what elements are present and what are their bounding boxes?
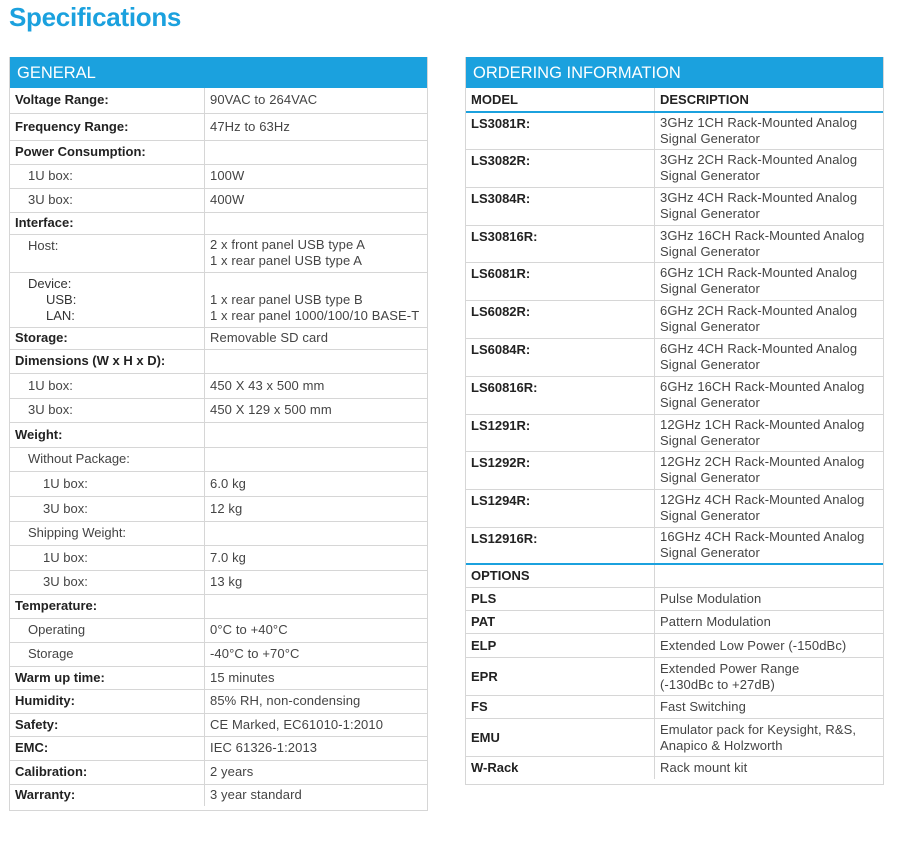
desc-line: 12GHz 1CH Rack-Mounted Analog [660,416,865,432]
desc-line: Signal Generator [660,545,760,561]
table-row [10,784,427,806]
table-row [466,634,883,658]
desc-line: Signal Generator [660,508,760,523]
spec-label: Safety: [10,713,205,736]
table-row [10,212,427,234]
spec-value [205,234,428,272]
spec-value: 450 X 43 x 500 mm [205,373,428,398]
desc-line: 3GHz 1CH Rack-Mounted Analog [660,114,858,130]
option-description: Fast Switching [655,696,884,719]
spec-label: Calibration: [10,760,205,784]
table-row [466,187,883,225]
desc-line: Emulator pack for Keysight, R&S, [660,721,857,737]
table-row [10,689,427,713]
table-row [10,272,427,327]
table-row [466,414,883,451]
table-row [466,300,883,338]
spec-value: 12 kg [205,496,428,521]
desc-line: 6GHz 1CH Rack-Mounted Analog [660,265,858,280]
spec-label: 3U box: [10,398,205,422]
model-description [655,414,884,451]
ordering-header: ORDERING INFORMATION [466,57,883,88]
model-description [655,527,884,564]
table-row [10,496,427,521]
spec-label: 3U box: [10,188,205,212]
desc-line: 16GHz 4CH Rack-Mounted Analog [660,529,865,545]
spec-value-line: 1 x rear panel USB type B [210,291,363,307]
spec-value: IEC 61326-1:2013 [205,736,428,760]
desc-line: Anapico & Holzworth [660,737,783,753]
desc-line: 12GHz 2CH Rack-Mounted Analog [660,454,865,469]
column-header-model: MODEL [466,88,655,112]
model-code: LS1294R: [466,489,655,527]
column-header-row [466,88,883,112]
table-row [10,736,427,760]
spec-label: EMC: [10,736,205,760]
desc-line: 12GHz 4CH Rack-Mounted Analog [660,492,865,507]
general-panel [9,57,428,811]
spec-label: 1U box: [10,164,205,188]
option-code: EPR [466,658,655,696]
table-row [10,234,427,272]
table-row [466,588,883,611]
spec-value: 7.0 kg [205,545,428,570]
model-code: LS60816R: [466,376,655,414]
spec-label: Frequency Range: [10,113,205,140]
desc-line: (-130dBc to +27dB) [660,676,775,692]
spec-value: 15 minutes [205,666,428,689]
spec-value-line: 2 x front panel USB type A [210,237,366,252]
option-description [655,719,884,757]
options-header-row [466,564,883,588]
table-row [466,489,883,527]
spec-label: Weight: [10,422,205,447]
spec-label: Warm up time: [10,666,205,689]
spec-value: 6.0 kg [205,471,428,496]
table-row [10,521,427,545]
model-description [655,112,884,149]
spec-value: 100W [205,164,428,188]
model-description [655,489,884,527]
spec-value [205,212,428,234]
option-description: Pattern Modulation [655,611,884,634]
spec-label-line: LAN: [46,307,75,323]
desc-line: 6GHz 16CH Rack-Mounted Analog [660,379,865,394]
spec-value: 47Hz to 63Hz [205,113,428,140]
spec-value: 400W [205,188,428,212]
model-description [655,262,884,300]
table-row [466,338,883,376]
option-code: FS [466,696,655,719]
spec-value: 13 kg [205,570,428,594]
model-description [655,376,884,414]
desc-line: Signal Generator [660,395,760,410]
table-row [466,527,883,564]
table-row [10,545,427,570]
table-row [466,376,883,414]
spec-value: -40°C to +70°C [205,642,428,666]
model-code: LS6084R: [466,338,655,376]
general-table [10,88,427,806]
spec-value: 0°C to +40°C [205,618,428,642]
table-row [466,112,883,149]
table-row [466,719,883,757]
table-row [466,451,883,489]
option-description: Extended Low Power (-150dBc) [655,634,884,658]
options-header-blank [655,564,884,588]
spec-label: Storage [10,642,205,666]
spec-label [10,272,205,327]
table-row [466,696,883,719]
desc-line: Extended Power Range [660,660,800,676]
general-header: GENERAL [10,57,427,88]
spec-value: 450 X 129 x 500 mm [205,398,428,422]
spec-value [205,349,428,373]
table-row [10,88,427,113]
table-row [466,149,883,187]
model-code: LS12916R: [466,527,655,564]
desc-line: Signal Generator [660,357,760,372]
column-header-description: DESCRIPTION [655,88,884,112]
spec-label-line: USB: [46,291,77,307]
spec-value-line: 1 x rear panel USB type A [210,253,363,268]
spec-label: 1U box: [10,471,205,496]
table-row [10,594,427,618]
table-row [10,349,427,373]
model-code: LS6082R: [466,300,655,338]
spec-label: Without Package: [10,447,205,471]
model-code: LS3084R: [466,187,655,225]
ordering-panel [465,57,884,785]
model-code: LS3081R: [466,112,655,149]
option-code: EMU [466,719,655,757]
spec-label-line: Device: [28,275,72,291]
table-row [10,570,427,594]
table-row [10,642,427,666]
spec-value: 2 years [205,760,428,784]
model-code: LS6081R: [466,262,655,300]
spec-value [205,422,428,447]
option-code: PLS [466,588,655,611]
spec-label: Interface: [10,212,205,234]
spec-label: 1U box: [10,545,205,570]
option-description [655,658,884,696]
options-header: OPTIONS [466,564,655,588]
ordering-table [466,88,883,779]
desc-line: Signal Generator [660,168,760,183]
option-code: W-Rack [466,757,655,779]
spec-value: 85% RH, non-condensing [205,689,428,713]
desc-line: Signal Generator [660,206,760,221]
spec-value: Removable SD card [205,327,428,349]
table-row [466,658,883,696]
option-description: Pulse Modulation [655,588,884,611]
model-code: LS3082R: [466,149,655,187]
spec-label: Power Consumption: [10,140,205,164]
spec-value [205,521,428,545]
spec-value-line: 1 x rear panel 1000/100/10 BASE-T [210,307,420,323]
option-code: PAT [466,611,655,634]
option-description: Rack mount kit [660,759,748,775]
table-row [466,225,883,262]
desc-line: 6GHz 2CH Rack-Mounted Analog [660,303,858,318]
table-row [10,471,427,496]
table-row [10,327,427,349]
model-description [655,149,884,187]
table-row [10,373,427,398]
spec-value: 90VAC to 264VAC [205,88,428,113]
model-description [655,300,884,338]
page-title: Specifications [9,2,182,32]
table-row [10,713,427,736]
table-row [10,666,427,689]
table-row [466,611,883,634]
desc-line: Signal Generator [660,281,760,296]
spec-label: Temperature: [10,594,205,618]
desc-line: 3GHz 4CH Rack-Mounted Analog [660,190,858,205]
model-code: LS30816R: [466,225,655,262]
spec-label: Dimensions (W x H x D): [10,349,205,373]
table-row [10,422,427,447]
table-row [10,447,427,471]
table-row [10,164,427,188]
desc-line: Signal Generator [660,470,760,485]
spec-value: 3 year standard [210,787,302,803]
spec-value [205,594,428,618]
spec-label: Voltage Range: [10,88,205,113]
table-row [466,757,883,779]
desc-line: Signal Generator [660,243,760,259]
model-description [655,451,884,489]
model-description [655,187,884,225]
spec-label: Warranty: [10,784,205,806]
table-row [10,188,427,212]
spec-label: 3U box: [10,496,205,521]
spec-value [205,447,428,471]
model-description [655,338,884,376]
model-code: LS1291R: [466,414,655,451]
table-row [10,398,427,422]
model-code: LS1292R: [466,451,655,489]
spec-label: Storage: [10,327,205,349]
desc-line: 6GHz 4CH Rack-Mounted Analog [660,341,858,356]
option-code: ELP [466,634,655,658]
table-row [10,140,427,164]
spec-label: Host: [10,234,205,272]
table-row [10,760,427,784]
spec-label: Operating [10,618,205,642]
spec-label: Shipping Weight: [10,521,205,545]
desc-line: 3GHz 16CH Rack-Mounted Analog [660,227,865,243]
spec-label: 1U box: [10,373,205,398]
spec-label: Humidity: [10,689,205,713]
spec-label: 3U box: [10,570,205,594]
table-row [10,113,427,140]
desc-line: Signal Generator [660,130,760,146]
desc-line: Signal Generator [660,319,760,334]
spec-value: CE Marked, EC61010-1:2010 [205,713,428,736]
table-row [10,618,427,642]
desc-line: Signal Generator [660,432,760,448]
model-description [655,225,884,262]
spec-value [205,140,428,164]
spec-value [205,272,428,327]
desc-line: 3GHz 2CH Rack-Mounted Analog [660,152,858,167]
table-row [466,262,883,300]
